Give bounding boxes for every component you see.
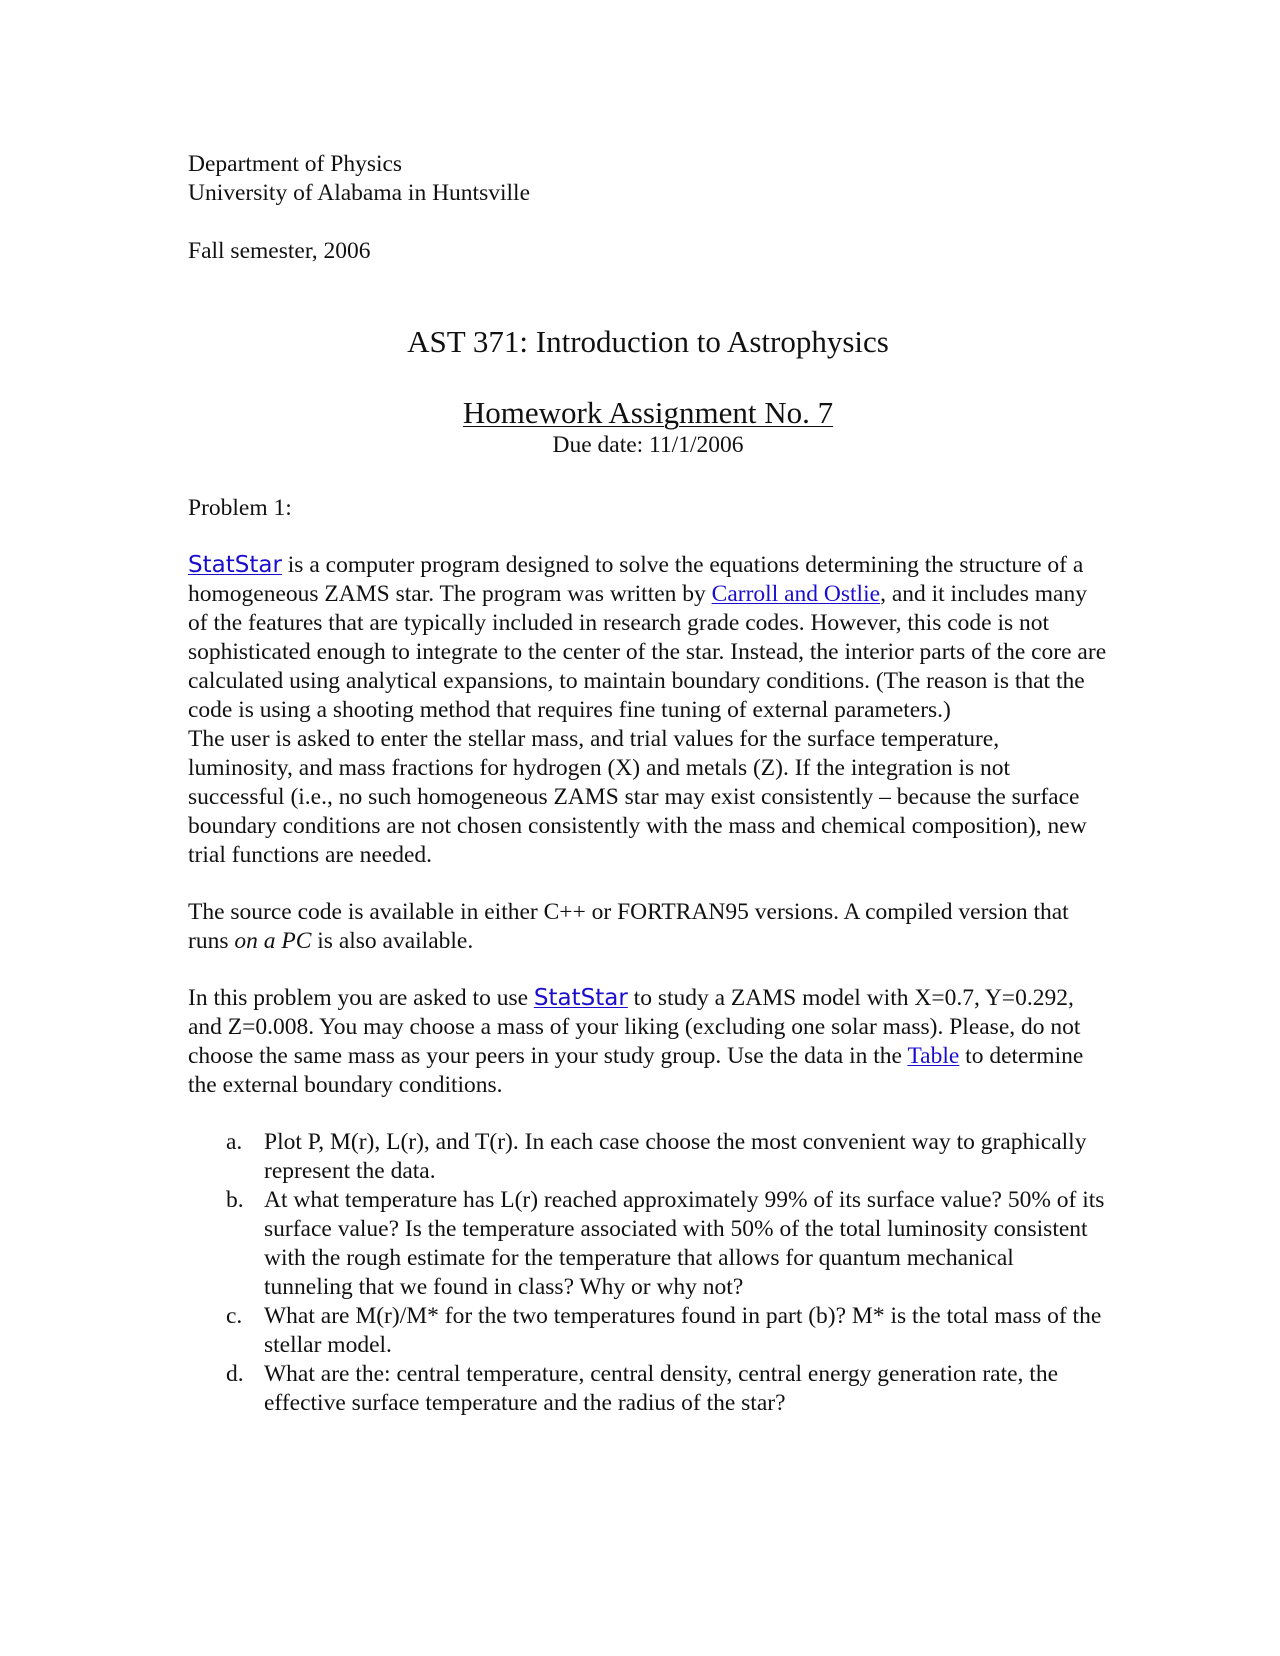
due-date: Due date: 11/1/2006 <box>552 432 744 458</box>
list-item-text: At what temperature has L(r) reached approximately 99% of its surface value? 50% of its surface value? Is the temperature associated with 50% of the total luminosity consistent with the rough estimate for the temperature that allows for quantum mechanical tunneling that we found in class? Why or why not? <box>264 1187 1105 1300</box>
assignment-title-wrap <box>188 395 1108 431</box>
user-input-paragraph: The user is asked to enter the stellar mass, and trial values for the surface temperature, luminosity, and mass fractions for hydrogen (X) and metals (Z). If the integration is not successful (i.e., no such homogeneous ZAMS star may exist consistently – because the surface boundary conditions are not chosen consistently with the mass and chemical composition), new trial functions are needed. <box>188 726 1087 868</box>
task-text-c: to determine the external boundary conditions. <box>188 1043 1084 1098</box>
list-item-text: What are M(r)/M* for the two temperatures found in part (b)? M* is the total mass of the stellar model. <box>264 1303 1102 1358</box>
list-marker: d. <box>226 1361 244 1387</box>
document-page <box>188 150 1108 1418</box>
department-line: Department of Physics <box>188 151 403 177</box>
university-line: University of Alabama in Huntsville <box>188 180 531 206</box>
spacer <box>188 523 1108 551</box>
spacer <box>188 361 1108 395</box>
list-item-text: Plot P, M(r), L(r), and T(r). In each case choose the most convenient way to graphically represent the data. <box>264 1129 1087 1184</box>
spacer <box>188 266 1108 323</box>
spacer <box>188 956 1108 984</box>
course-title: AST 371: Introduction to Astrophysics <box>407 324 889 359</box>
source-code-paragraph <box>188 898 1108 956</box>
source-text-b: is also available. <box>311 928 474 954</box>
list-item-text: What are the: central temperature, central density, central energy generation rate, the effective surface temperature and the radius of the star? <box>264 1361 1059 1416</box>
carroll-ostlie-link[interactable]: Carroll and Ostlie <box>711 581 881 607</box>
problem-label: Problem 1: <box>188 495 292 521</box>
list-marker: a. <box>226 1129 243 1155</box>
spacer <box>188 208 1108 237</box>
spacer <box>188 460 1108 494</box>
assignment-title: Homework Assignment No. 7 <box>462 395 834 430</box>
task-text-b: to study a ZAMS model with X=0.7, Y=0.292, and Z=0.008. You may choose a mass of your liking (excluding one solar mass). Please, do not choose the same mass as your peers in your study group. Use the data in the <box>188 985 1081 1069</box>
intro-paragraph <box>188 551 1108 725</box>
table-link[interactable]: Table <box>907 1043 960 1069</box>
list-item <box>188 1186 1108 1302</box>
task-text-a: In this problem you are asked to use <box>188 985 534 1011</box>
spacer <box>188 870 1108 898</box>
list-marker: b. <box>226 1187 244 1213</box>
problem-parts-list <box>188 1128 1108 1418</box>
semester-line: Fall semester, 2006 <box>188 238 371 264</box>
intro-text-b: , and it includes many of the features that are typically included in research grade codes. However, this code is not sophisticated enough to integrate to the center of the star. Instead, the interior parts of the core are calculated using analytical expansions, to maintain boundary conditions. (The reason is that the code is using a shooting method that requires fine tuning of external parameters.) <box>188 581 1107 723</box>
list-item <box>188 1302 1108 1360</box>
statstar-link-2[interactable]: StatStar <box>533 985 628 1011</box>
list-item <box>188 1360 1108 1418</box>
source-text-a: The source code is available in either C++ or FORTRAN95 versions. A compiled version that runs <box>188 899 1069 954</box>
intro-text-a: is a computer program designed to solve the equations determining the structure of a homogeneous ZAMS star. The program was written by <box>188 552 1084 607</box>
source-emphasis: on a PC <box>234 928 312 954</box>
list-item <box>188 1128 1108 1186</box>
statstar-link[interactable]: StatStar <box>188 552 282 578</box>
task-paragraph <box>188 984 1108 1100</box>
spacer <box>188 1100 1108 1128</box>
list-marker: c. <box>226 1303 243 1329</box>
